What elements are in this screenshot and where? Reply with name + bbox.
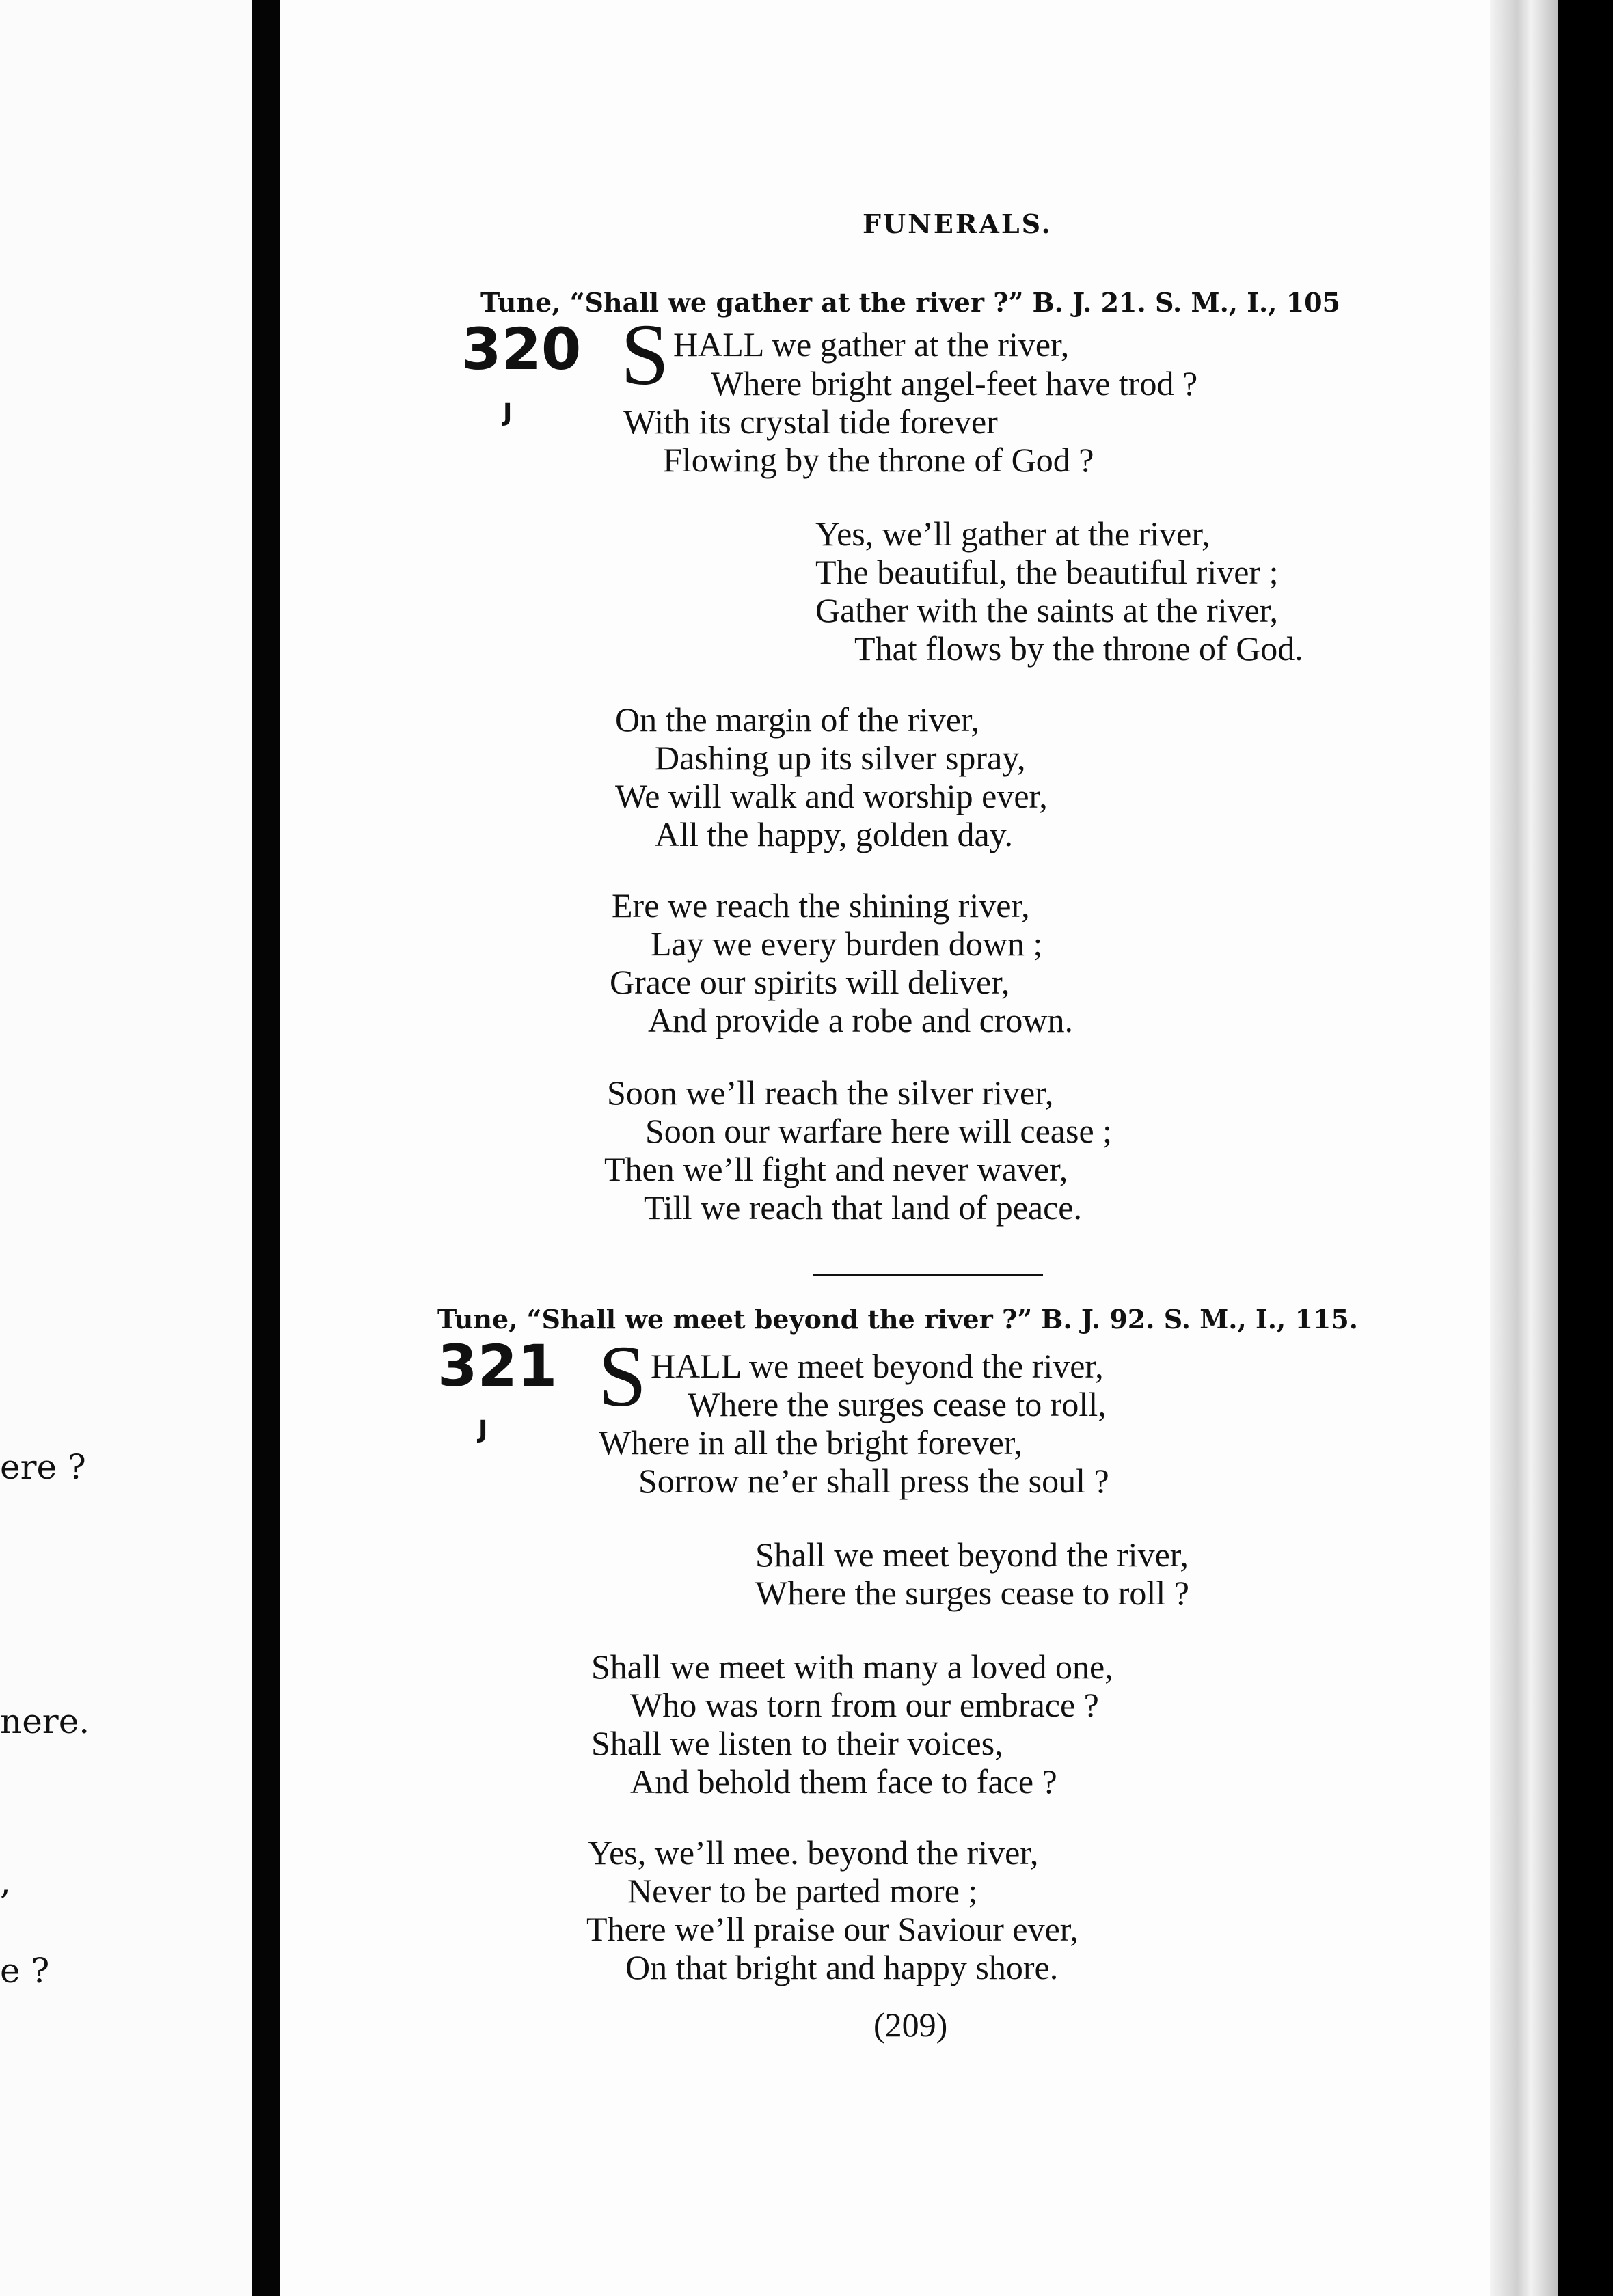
verse-line: On the margin of the river,: [615, 700, 980, 739]
verse-line: We will walk and worship ever,: [615, 777, 1048, 815]
verse-line: Flowing by the throne of God ?: [663, 441, 1094, 479]
verse-line: Then we’ll fight and never waver,: [604, 1150, 1068, 1188]
verse-line: Grace our spirits will deliver,: [610, 963, 1010, 1001]
verse-line: There we’ll praise our Saviour ever,: [586, 1910, 1079, 1948]
drop-cap-321: S: [598, 1328, 647, 1425]
verse-line: Yes, we’ll mee. beyond the river,: [588, 1833, 1039, 1872]
verse-line: Sorrow ne’er shall press the soul ?: [638, 1462, 1109, 1500]
hymn-number-321: 321: [437, 1332, 558, 1399]
drop-cap-320: S: [621, 306, 670, 403]
verse-line: And behold them face to face ?: [630, 1762, 1057, 1801]
verse-line: Soon our warfare here will cease ;: [645, 1112, 1113, 1150]
page-number: (209): [873, 2006, 948, 2044]
verse-line: Ere we reach the shining river,: [612, 886, 1030, 925]
verse-line: Where the surges cease to roll,: [688, 1385, 1107, 1423]
chorus-line: Gather with the saints at the river,: [815, 591, 1278, 629]
verse-line: HALL we meet beyond the river,: [651, 1347, 1104, 1385]
verse-line: Where in all the bright forever,: [599, 1423, 1022, 1462]
verse-line: On that bright and happy shore.: [625, 1948, 1059, 1986]
book-spine: [252, 0, 280, 2296]
verse-line: HALL we gather at the river,: [673, 325, 1070, 364]
verse-line: Dashing up its silver spray,: [655, 739, 1026, 777]
verse-line: And provide a robe and crown.: [648, 1001, 1074, 1039]
hymn-mark-320: J: [503, 399, 513, 427]
verse-line: Where bright angel-feet have trod ?: [711, 364, 1198, 402]
chorus-line: Yes, we’ll gather at the river,: [815, 515, 1210, 553]
verse-line: Who was torn from our embrace ?: [630, 1686, 1099, 1724]
section-header: FUNERALS.: [863, 208, 1053, 239]
tune-line-320: Tune, “Shall we gather at the river ?” B. J. 21. S. M., I., 105: [480, 287, 1341, 318]
page-edge: [1490, 0, 1558, 2296]
verse-line: Till we reach that land of peace.: [644, 1188, 1082, 1227]
chorus-line: That flows by the throne of God.: [854, 629, 1303, 668]
left-fragment: ,: [0, 1862, 11, 1902]
chorus-line: Shall we meet beyond the river,: [755, 1535, 1189, 1574]
verse-line: Lay we every burden down ;: [651, 925, 1043, 963]
hymn-mark-321: J: [478, 1416, 488, 1444]
hymn-number-320: 320: [461, 316, 582, 383]
left-fragment: nere.: [0, 1702, 90, 1741]
left-fragment: ere ?: [0, 1447, 86, 1487]
verse-line: Never to be parted more ;: [627, 1872, 978, 1910]
tune-line-321: Tune, “Shall we meet beyond the river ?” B. J. 92. S. M., I., 115.: [437, 1304, 1359, 1335]
verse-line: With its crystal tide forever: [623, 402, 998, 441]
left-fragment: e ?: [0, 1951, 50, 1991]
chorus-line: Where the surges cease to roll ?: [755, 1574, 1189, 1612]
chorus-line: The beautiful, the beautiful river ;: [815, 553, 1279, 591]
verse-line: Shall we meet with many a loved one,: [591, 1648, 1113, 1686]
verse-line: Soon we’ll reach the silver river,: [607, 1074, 1054, 1112]
left-page: [0, 0, 252, 2296]
verse-line: All the happy, golden day.: [655, 815, 1013, 853]
verse-line: Shall we listen to their voices,: [591, 1724, 1003, 1762]
hymn-divider: [813, 1274, 1043, 1276]
